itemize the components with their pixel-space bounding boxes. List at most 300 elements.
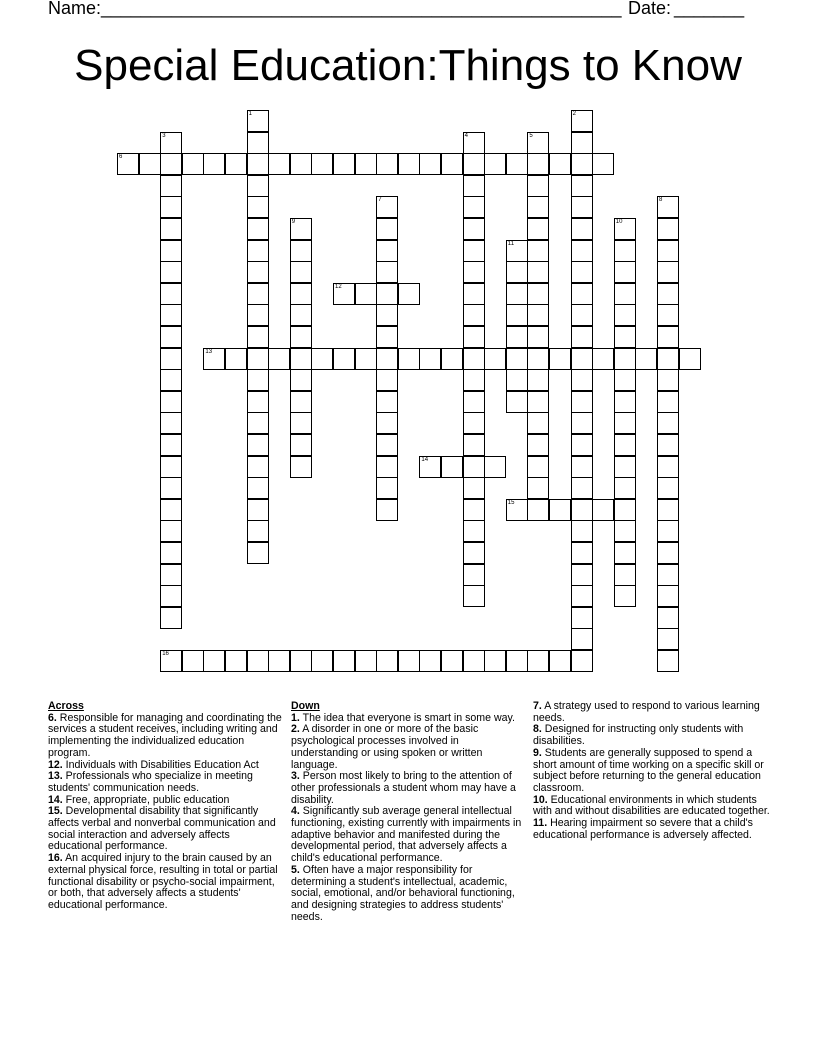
grid-cell[interactable] [160, 650, 182, 672]
grid-cell[interactable] [376, 196, 398, 218]
clue-number-label: 14 [421, 456, 429, 463]
grid-cell[interactable] [419, 650, 441, 672]
grid-cell[interactable] [484, 153, 506, 175]
grid-cell[interactable] [290, 412, 312, 434]
grid-cell[interactable] [614, 477, 636, 499]
grid-cell[interactable] [571, 369, 593, 391]
grid-cell[interactable] [571, 412, 593, 434]
clue-number: 5. [291, 863, 300, 876]
grid-cell[interactable] [527, 477, 549, 499]
grid-cell[interactable] [160, 261, 182, 283]
grid-cell[interactable] [463, 520, 485, 542]
across-heading: Across [48, 700, 84, 712]
grid-cell[interactable] [571, 520, 593, 542]
grid-cell[interactable] [527, 369, 549, 391]
grid-cell[interactable] [657, 607, 679, 629]
grid-cell[interactable] [247, 520, 269, 542]
grid-cell[interactable] [657, 348, 679, 370]
clue-item [48, 853, 285, 912]
grid-cell[interactable] [571, 585, 593, 607]
grid-cell[interactable] [247, 348, 269, 370]
grid-cell[interactable] [657, 628, 679, 650]
grid-cell[interactable] [657, 196, 679, 218]
clue-text: Person most likely to bring to the attention of other professionals a student whom may have a disability. [291, 770, 516, 806]
clue-text: Professionals who specialize in meeting students' communication needs. [48, 770, 253, 794]
grid-cell[interactable] [614, 261, 636, 283]
grid-cell[interactable] [657, 326, 679, 348]
grid-cell[interactable] [160, 434, 182, 456]
grid-cell[interactable] [290, 283, 312, 305]
grid-cell[interactable] [182, 650, 204, 672]
grid-cell[interactable] [463, 650, 485, 672]
clue-number: 16. [48, 852, 63, 865]
grid-cell[interactable] [247, 650, 269, 672]
grid-cell[interactable] [463, 240, 485, 262]
grid-cell[interactable] [247, 240, 269, 262]
clue-number-label: 13 [205, 348, 213, 355]
grid-cell[interactable] [592, 499, 614, 521]
grid-cell[interactable] [160, 132, 182, 154]
grid-cell[interactable] [657, 650, 679, 672]
grid-cell[interactable] [441, 348, 463, 370]
grid-cell[interactable] [182, 153, 204, 175]
grid-cell[interactable] [506, 261, 528, 283]
grid-cell[interactable] [160, 196, 182, 218]
page-title: Special Education:Things to Know [74, 41, 742, 90]
grid-cell[interactable] [203, 650, 225, 672]
grid-cell[interactable] [290, 391, 312, 413]
grid-cell[interactable] [290, 434, 312, 456]
grid-cell[interactable] [160, 456, 182, 478]
clue-number-label: 3 [162, 132, 166, 139]
grid-cell[interactable] [441, 153, 463, 175]
grid-cell[interactable] [614, 412, 636, 434]
grid-cell[interactable] [571, 304, 593, 326]
grid-cell[interactable] [484, 348, 506, 370]
grid-cell[interactable] [290, 261, 312, 283]
grid-cell[interactable] [527, 348, 549, 370]
grid-cell[interactable] [506, 283, 528, 305]
clue-item [533, 795, 770, 818]
grid-cell[interactable] [571, 175, 593, 197]
grid-cell[interactable] [247, 261, 269, 283]
grid-cell[interactable] [160, 412, 182, 434]
clue-number-label: 9 [291, 219, 296, 225]
grid-cell[interactable] [376, 283, 398, 305]
down-clues [291, 701, 528, 923]
grid-cell[interactable] [614, 585, 636, 607]
grid-cell[interactable] [571, 240, 593, 262]
grid-cell[interactable] [441, 650, 463, 672]
grid-cell[interactable] [614, 456, 636, 478]
grid-cell[interactable] [549, 499, 571, 521]
grid-cell[interactable] [160, 607, 182, 629]
grid-cell[interactable] [247, 175, 269, 197]
grid-cell[interactable] [419, 456, 441, 478]
grid-cell[interactable] [549, 348, 571, 370]
grid-cell[interactable] [268, 650, 290, 672]
grid-cell[interactable] [657, 218, 679, 240]
grid-cell[interactable] [463, 326, 485, 348]
grid-cell[interactable] [571, 564, 593, 586]
grid-cell[interactable] [290, 348, 312, 370]
grid-cell[interactable] [247, 542, 269, 564]
grid-cell[interactable] [398, 283, 420, 305]
grid-cell[interactable] [376, 369, 398, 391]
grid-cell[interactable] [376, 326, 398, 348]
grid-cell[interactable] [225, 153, 247, 175]
date-field[interactable]: _______ [674, 0, 745, 18]
grid-cell[interactable] [376, 218, 398, 240]
grid-cell[interactable] [376, 304, 398, 326]
grid-cell[interactable] [527, 499, 549, 521]
grid-cell[interactable] [657, 542, 679, 564]
grid-cell[interactable] [571, 456, 593, 478]
grid-cell[interactable] [614, 304, 636, 326]
grid-cell[interactable] [398, 650, 420, 672]
grid-cell[interactable] [463, 175, 485, 197]
grid-cell[interactable] [290, 650, 312, 672]
clue-number: 12. [48, 758, 63, 771]
grid-cell[interactable] [614, 499, 636, 521]
grid-cell[interactable] [311, 348, 333, 370]
grid-cell[interactable] [463, 542, 485, 564]
grid-cell[interactable] [463, 348, 485, 370]
clue-number: 4. [291, 805, 300, 818]
grid-cell[interactable] [527, 326, 549, 348]
grid-cell[interactable] [355, 283, 377, 305]
grid-cell[interactable] [160, 499, 182, 521]
grid-cell[interactable] [463, 585, 485, 607]
grid-cell[interactable] [247, 326, 269, 348]
grid-cell[interactable] [657, 391, 679, 413]
grid-cell[interactable] [333, 283, 355, 305]
grid-cell[interactable] [290, 304, 312, 326]
grid-cell[interactable] [657, 564, 679, 586]
grid-cell[interactable] [290, 326, 312, 348]
grid-cell[interactable] [247, 132, 269, 154]
clue-number-label: 12 [335, 283, 342, 290]
grid-cell[interactable] [247, 304, 269, 326]
grid-cell[interactable] [203, 348, 225, 370]
grid-cell[interactable] [657, 369, 679, 391]
grid-cell[interactable] [333, 348, 355, 370]
clue-item [48, 713, 285, 760]
grid-cell[interactable] [614, 326, 636, 348]
grid-cell[interactable] [376, 348, 398, 370]
grid-cell[interactable] [657, 456, 679, 478]
grid-cell[interactable] [527, 283, 549, 305]
grid-cell[interactable] [571, 110, 593, 132]
clue-text: A disorder in one or more of the basic psychological processes involved in understanding or using spoken or written language. [291, 723, 483, 771]
grid-cell[interactable] [571, 196, 593, 218]
grid-cell[interactable] [527, 240, 549, 262]
across-clues [48, 701, 285, 912]
grid-cell[interactable] [527, 434, 549, 456]
grid-cell[interactable] [484, 456, 506, 478]
grid-cell[interactable] [463, 369, 485, 391]
grid-cell[interactable] [290, 218, 312, 240]
grid-cell[interactable] [679, 348, 701, 370]
grid-cell[interactable] [527, 412, 549, 434]
grid-cell[interactable] [657, 283, 679, 305]
grid-cell[interactable] [160, 520, 182, 542]
grid-cell[interactable] [463, 434, 485, 456]
grid-cell[interactable] [527, 132, 549, 154]
clue-number-label: 4 [464, 132, 468, 139]
clue-number-label: 7 [378, 197, 382, 204]
clue-item [291, 806, 528, 865]
grid-cell[interactable] [571, 261, 593, 283]
clue-text: A strategy used to respond to various learning needs. [533, 700, 760, 724]
grid-cell[interactable] [463, 564, 485, 586]
grid-cell[interactable] [160, 326, 182, 348]
grid-cell[interactable] [571, 434, 593, 456]
grid-cell[interactable] [376, 456, 398, 478]
clue-text: Developmental disability that significantly affects verbal and nonverbal communication and social interaction and adversely affects educational performance. [48, 805, 276, 853]
clue-number: 10. [533, 793, 548, 806]
name-field[interactable]: ____________________________________________________ [101, 0, 622, 18]
grid-cell[interactable] [527, 456, 549, 478]
clue-text: Often have a major responsibility for determining a student's intellectual, academic, social, emotional, and/or behavioral functioning, and designing strategies to address students' needs. [291, 863, 515, 923]
grid-cell[interactable] [463, 477, 485, 499]
grid-cell[interactable] [160, 304, 182, 326]
clue-text: The idea that everyone is smart in some way. [299, 711, 515, 724]
grid-cell[interactable] [160, 369, 182, 391]
grid-cell[interactable] [247, 499, 269, 521]
grid-cell[interactable] [571, 348, 593, 370]
grid-cell[interactable] [247, 412, 269, 434]
clue-text: Significantly sub average general intellectual functioning, existing currently with impairments in adaptive behavior and manifested during the developmental period, that adversely affects a child's educational performance. [291, 805, 522, 865]
grid-cell[interactable] [527, 175, 549, 197]
grid-cell[interactable] [527, 196, 549, 218]
grid-cell[interactable] [657, 261, 679, 283]
grid-cell[interactable] [247, 369, 269, 391]
grid-cell[interactable] [506, 240, 528, 262]
grid-cell[interactable] [225, 650, 247, 672]
grid-cell[interactable] [463, 456, 485, 478]
grid-cell[interactable] [614, 542, 636, 564]
clue-item [533, 724, 770, 747]
grid-cell[interactable] [527, 218, 549, 240]
clue-number-label: 16 [162, 651, 169, 657]
grid-cell[interactable] [463, 153, 485, 175]
grid-cell[interactable] [290, 240, 312, 262]
grid-cell[interactable] [635, 348, 657, 370]
grid-cell[interactable] [376, 412, 398, 434]
grid-cell[interactable] [614, 240, 636, 262]
name-label: Name: [48, 0, 102, 18]
grid-cell[interactable] [506, 650, 528, 672]
grid-cell[interactable] [571, 218, 593, 240]
grid-cell[interactable] [247, 391, 269, 413]
grid-cell[interactable] [268, 348, 290, 370]
grid-cell[interactable] [376, 261, 398, 283]
grid-cell[interactable] [117, 153, 139, 175]
grid-cell[interactable] [160, 153, 182, 175]
grid-cell[interactable] [506, 153, 528, 175]
grid-cell[interactable] [592, 348, 614, 370]
grid-cell[interactable] [225, 348, 247, 370]
clue-item [291, 865, 528, 924]
grid-cell[interactable] [290, 456, 312, 478]
clue-text: Students are generally supposed to spend a short amount of time working on a specific skill or subject before returning to the general education classroom. [533, 746, 764, 794]
clue-number-label: 1 [248, 111, 252, 117]
grid-cell[interactable] [463, 218, 485, 240]
grid-cell[interactable] [290, 369, 312, 391]
grid-cell[interactable] [527, 650, 549, 672]
grid-cell[interactable] [139, 153, 161, 175]
grid-cell[interactable] [355, 650, 377, 672]
grid-cell[interactable] [160, 564, 182, 586]
grid-cell[interactable] [160, 391, 182, 413]
clue-number-label: 2 [572, 111, 576, 117]
grid-cell[interactable] [614, 369, 636, 391]
clue-text: Free, appropriate, public education [62, 793, 230, 806]
grid-cell[interactable] [203, 153, 225, 175]
grid-cell[interactable] [311, 650, 333, 672]
grid-cell[interactable] [160, 542, 182, 564]
grid-cell[interactable] [614, 520, 636, 542]
grid-cell[interactable] [571, 542, 593, 564]
grid-cell[interactable] [419, 348, 441, 370]
grid-cell[interactable] [549, 650, 571, 672]
grid-cell[interactable] [398, 153, 420, 175]
grid-cell[interactable] [376, 477, 398, 499]
grid-cell[interactable] [441, 456, 463, 478]
clue-item [48, 806, 285, 853]
clue-item [291, 771, 528, 806]
grid-cell[interactable] [614, 348, 636, 370]
grid-cell[interactable] [527, 153, 549, 175]
grid-cell[interactable] [657, 477, 679, 499]
grid-cell[interactable] [506, 304, 528, 326]
grid-cell[interactable] [463, 412, 485, 434]
grid-cell[interactable] [571, 628, 593, 650]
grid-cell[interactable] [571, 499, 593, 521]
grid-cell[interactable] [592, 153, 614, 175]
grid-cell[interactable] [463, 304, 485, 326]
grid-cell[interactable] [160, 283, 182, 305]
grid-cell[interactable] [268, 153, 290, 175]
grid-cell[interactable] [376, 650, 398, 672]
clue-number: 14. [48, 793, 63, 806]
grid-cell[interactable] [247, 218, 269, 240]
grid-cell[interactable] [463, 391, 485, 413]
clue-text: Responsible for managing and coordinating the services a student receives, including writing and implementing the individualized education program. [48, 711, 282, 759]
grid-cell[interactable] [290, 153, 312, 175]
grid-cell[interactable] [657, 434, 679, 456]
clue-text: Individuals with Disabilities Education Act [62, 758, 259, 771]
grid-cell[interactable] [657, 240, 679, 262]
clue-item [291, 724, 528, 771]
clue-item [533, 818, 770, 841]
grid-cell[interactable] [376, 499, 398, 521]
grid-cell[interactable] [355, 348, 377, 370]
grid-cell[interactable] [355, 153, 377, 175]
grid-cell[interactable] [247, 456, 269, 478]
grid-cell[interactable] [376, 153, 398, 175]
grid-cell[interactable] [506, 326, 528, 348]
grid-cell[interactable] [463, 196, 485, 218]
grid-cell[interactable] [571, 283, 593, 305]
clue-number: 13. [48, 770, 63, 783]
grid-cell[interactable] [160, 218, 182, 240]
grid-cell[interactable] [311, 153, 333, 175]
grid-cell[interactable] [571, 607, 593, 629]
grid-cell[interactable] [657, 499, 679, 521]
grid-cell[interactable] [160, 348, 182, 370]
grid-cell[interactable] [463, 283, 485, 305]
grid-cell[interactable] [527, 304, 549, 326]
grid-cell[interactable] [527, 261, 549, 283]
clue-number-label: 8 [659, 197, 663, 204]
grid-cell[interactable] [571, 391, 593, 413]
grid-cell[interactable] [614, 564, 636, 586]
grid-cell[interactable] [247, 110, 269, 132]
down-clues-continued [533, 701, 770, 841]
grid-cell[interactable] [549, 153, 571, 175]
grid-cell[interactable] [398, 348, 420, 370]
grid-cell[interactable] [571, 650, 593, 672]
grid-cell[interactable] [506, 499, 528, 521]
clue-item [48, 771, 285, 794]
clue-number: 11. [533, 817, 548, 830]
grid-cell[interactable] [614, 434, 636, 456]
grid-cell[interactable] [160, 240, 182, 262]
grid-cell[interactable] [419, 153, 441, 175]
clue-text: Designed for instructing only students with disabilities. [533, 723, 744, 748]
grid-cell[interactable] [506, 348, 528, 370]
grid-cell[interactable] [506, 369, 528, 391]
grid-cell[interactable] [376, 240, 398, 262]
grid-cell[interactable] [247, 477, 269, 499]
grid-cell[interactable] [527, 391, 549, 413]
grid-cell[interactable] [160, 585, 182, 607]
grid-cell[interactable] [657, 304, 679, 326]
clue-number: 7. [533, 700, 542, 712]
grid-cell[interactable] [333, 153, 355, 175]
grid-cell[interactable] [463, 261, 485, 283]
grid-cell[interactable] [160, 175, 182, 197]
grid-cell[interactable] [376, 391, 398, 413]
grid-cell[interactable] [614, 218, 636, 240]
grid-cell[interactable] [463, 132, 485, 154]
grid-cell[interactable] [614, 391, 636, 413]
grid-cell[interactable] [484, 650, 506, 672]
grid-cell[interactable] [160, 477, 182, 499]
grid-cell[interactable] [614, 283, 636, 305]
grid-cell[interactable] [657, 520, 679, 542]
clue-text: Educational environments in which students with and without disabilities are educated together. [533, 793, 770, 818]
grid-cell[interactable] [571, 132, 593, 154]
grid-cell[interactable] [247, 196, 269, 218]
grid-cell[interactable] [333, 650, 355, 672]
grid-cell[interactable] [247, 153, 269, 175]
grid-cell[interactable] [376, 434, 398, 456]
grid-cell[interactable] [506, 391, 528, 413]
grid-cell[interactable] [657, 585, 679, 607]
clue-item [533, 748, 770, 795]
grid-cell[interactable] [571, 153, 593, 175]
grid-cell[interactable] [571, 477, 593, 499]
grid-cell[interactable] [247, 434, 269, 456]
grid-cell[interactable] [463, 499, 485, 521]
grid-cell[interactable] [571, 326, 593, 348]
clue-number-label: 10 [615, 219, 623, 225]
grid-cell[interactable] [657, 412, 679, 434]
grid-cell[interactable] [247, 283, 269, 305]
